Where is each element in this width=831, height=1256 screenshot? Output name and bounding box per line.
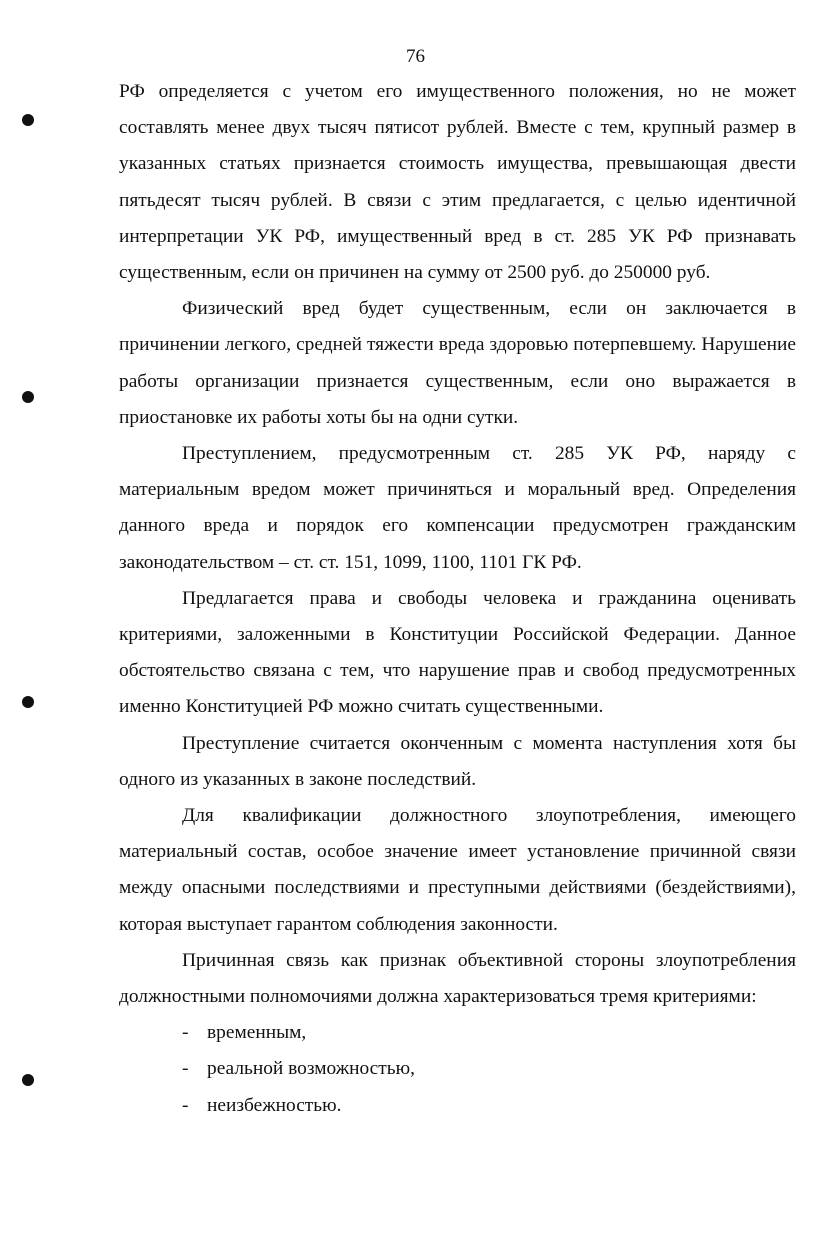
punch-hole-4 (22, 1074, 34, 1086)
paragraph-physical-harm: Физический вред будет существенным, если он заключается в причинении легкого, средней тяжести вреда здоровью потерпевшему. Нарушение работы организации признается существенным, если оно выражается в приостановке их работы хоты бы на одни сутки. (119, 298, 796, 428)
paragraph-criteria: Причинная связь как признак объективной стороны злоупотребления должностными полномочиями должна характеризоваться тремя критериями: (119, 949, 796, 1008)
list-item (119, 1051, 796, 1087)
list-item-text: реальной возможностью, (207, 1058, 415, 1080)
list-marker: - (182, 1094, 189, 1116)
paragraph-completion: Преступление считается оконченным с момента наступления хотя бы одного из указанных в законе последствий. (119, 732, 796, 790)
paragraph-property-damage: РФ определяется с учетом его имущественного положения, но не может составлять менее двух тысяч пятисот рублей. Вместе с тем, крупный размер в указанных статьях признается стоимость имущества, превышающая двести пятьдесят тысяч рублей. В связи с этим предлагается, с целью идентичной интерпретации УК РФ, имущественный вред в ст. 285 УК РФ признавать существенным, если он причинен на сумму от 2500 руб. до 250000 руб. (119, 81, 796, 284)
criteria-list (119, 1015, 796, 1124)
punch-hole-1 (22, 114, 34, 126)
list-marker: - (182, 1058, 189, 1080)
paragraph-moral-harm: Преступлением, предусмотренным ст. 285 УК РФ, наряду с материальным вредом может причиняться и моральный вред. Определения данного вреда и порядок его компенсации предусмотрен гражданским законодательством – ст. ст. 151, 1099, 1100, 1101 ГК РФ. (119, 443, 796, 573)
list-marker: - (182, 1022, 189, 1044)
paragraph-rights-freedoms: Предлагается права и свободы человека и гражданина оценивать критериями, заложенными в Конституции Российской Федерации. Данное обстоятельство связана с тем, что нарушение прав и свобод предусмотренных именно Конституцией РФ можно считать существенными. (119, 587, 796, 718)
list-item-text: неизбежностью. (207, 1094, 342, 1116)
punch-hole-3 (22, 696, 34, 708)
punch-hole-2 (22, 391, 34, 403)
list-item (119, 1088, 796, 1124)
page-number: 76 (406, 46, 425, 67)
list-item (119, 1015, 796, 1051)
list-item-text: временным, (207, 1022, 307, 1044)
page-body (119, 74, 796, 1124)
paragraph-causation: Для квалификации должностного злоупотребления, имеющего материальный состав, особое значение имеет установление причинной связи между опасными последствиями и преступными действиями (бездействиями), которая выступает гарантом соблюдения законности. (119, 805, 796, 935)
